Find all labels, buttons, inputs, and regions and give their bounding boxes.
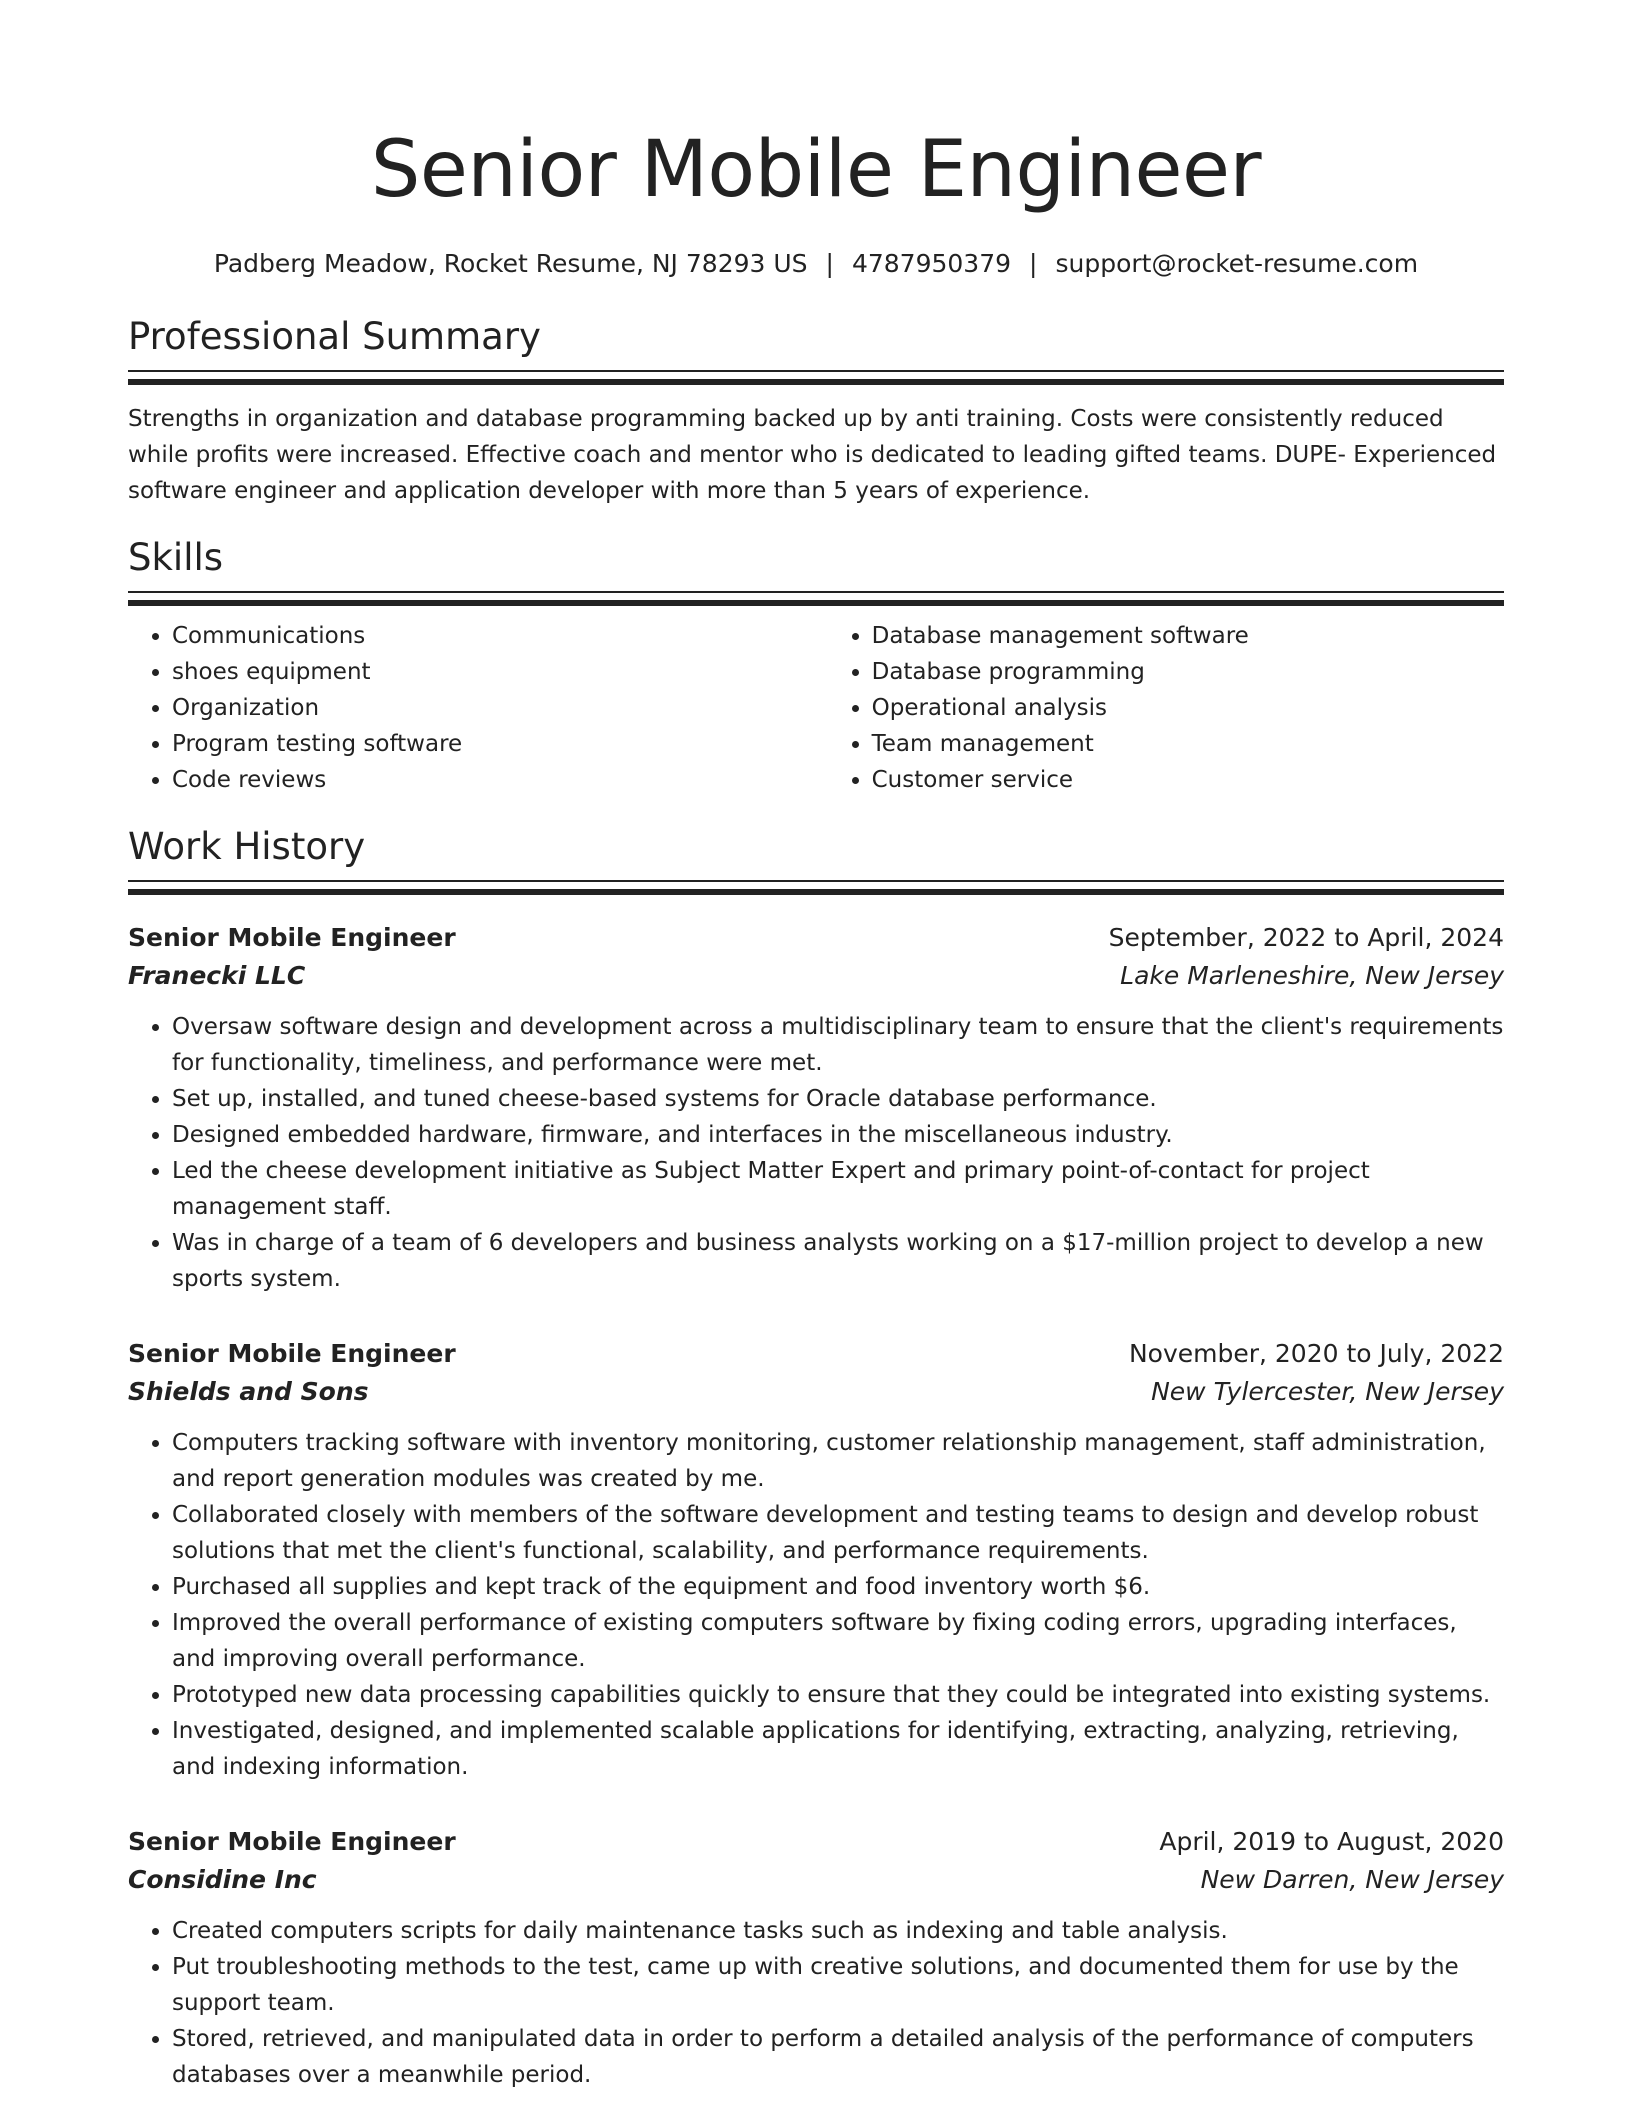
section-divider [128, 370, 1504, 385]
skill-item: • Code reviews [172, 762, 828, 798]
job-header-row [128, 1335, 1504, 1373]
contact-address: Padberg Meadow, Rocket Resume, NJ 78293 US [213, 249, 808, 278]
skill-item: • Operational analysis [872, 690, 1504, 726]
skill-item: • Organization [172, 690, 828, 726]
job-bullet: • Stored, retrieved, and manipulated data in order to perform a detailed analysis of the performance of computers databases over a meanwhile period. [172, 2021, 1504, 2093]
job-bullet: • Investigated, designed, and implemented scalable applications for identifying, extracting, analyzing, retrieving, and indexing information. [172, 1713, 1504, 1785]
job-entry [128, 1823, 1504, 2093]
job-bullets [128, 1425, 1504, 1785]
job-bullet: • Purchased all supplies and kept track of the equipment and food inventory worth $6. [172, 1569, 1504, 1605]
contact-separator: | [825, 249, 834, 278]
skill-item: • Program testing software [172, 726, 828, 762]
job-bullets [128, 1913, 1504, 2093]
job-entry [128, 1335, 1504, 1785]
job-bullet: • Oversaw software design and development across a multidisciplinary team to ensure that the client's requirements for functionality, timeliness, and performance were met. [172, 1009, 1504, 1081]
section-title: Skills [128, 536, 224, 579]
job-title: Senior Mobile Engineer [128, 1339, 456, 1368]
job-dates: September, 2022 to April, 2024 [1108, 923, 1504, 952]
job-company: Considine Inc [128, 1865, 317, 1894]
job-title: Senior Mobile Engineer [128, 923, 456, 952]
job-bullet: • Improved the overall performance of existing computers software by fixing coding errors, upgrading interfaces, and improving overall performance. [172, 1605, 1504, 1677]
contact-line [128, 248, 1504, 280]
skill-item: • Database management software [872, 618, 1504, 654]
skills-column-right [828, 618, 1504, 798]
job-title: Senior Mobile Engineer [128, 1827, 456, 1856]
job-bullet: • Prototyped new data processing capabilities quickly to ensure that they could be integrated into existing systems. [172, 1677, 1504, 1713]
skill-item: • Team management [872, 726, 1504, 762]
job-bullet: • Designed embedded hardware, firmware, and interfaces in the miscellaneous industry. [172, 1117, 1504, 1153]
section-divider [128, 880, 1504, 895]
job-bullets [128, 1009, 1504, 1297]
summary-text: Strengths in organization and database programming backed up by anti training. Costs were consistently reduced while profits were increased. Effective coach and mentor who is dedicated to leading gifted teams. DUPE- Experienced software engineer and application developer with more than 5 years of experience. [128, 406, 1497, 504]
skill-item: • Communications [172, 618, 828, 654]
job-header-row [128, 1823, 1504, 1861]
job-company: Shields and Sons [128, 1377, 369, 1406]
section-divider [128, 591, 1504, 606]
contact-separator: | [1029, 249, 1038, 278]
skills-column-left [128, 618, 828, 798]
skill-item: • Customer service [872, 762, 1504, 798]
job-location: New Tylercester, New Jersey [1151, 1377, 1504, 1406]
job-bullet: • Was in charge of a team of 6 developers and business analysts working on a $17-million project to develop a new sports system. [172, 1225, 1504, 1297]
job-company-row [128, 957, 1504, 995]
job-company-row [128, 1373, 1504, 1411]
job-dates: November, 2020 to July, 2022 [1128, 1339, 1504, 1368]
section-title: Professional Summary [128, 315, 541, 358]
contact-phone: 4787950379 [851, 249, 1012, 278]
job-bullet: • Set up, installed, and tuned cheese-based systems for Oracle database performance. [172, 1081, 1504, 1117]
job-dates: April, 2019 to August, 2020 [1159, 1827, 1504, 1856]
contact-email: support@rocket-resume.com [1055, 249, 1419, 278]
job-bullet: • Put troubleshooting methods to the test, came up with creative solutions, and documented them for use by the support team. [172, 1949, 1504, 2021]
resume-name: Senior Mobile Engineer [370, 125, 1262, 215]
job-entry [128, 919, 1504, 1297]
job-bullet: • Created computers scripts for daily maintenance tasks such as indexing and table analysis. [172, 1913, 1504, 1949]
resume-page [128, 0, 1504, 2093]
skills-section [128, 535, 1504, 798]
job-bullet: • Led the cheese development initiative as Subject Matter Expert and primary point-of-contact for project management staff. [172, 1153, 1504, 1225]
job-bullet: • Computers tracking software with inventory monitoring, customer relationship management, staff administration, and report generation modules was created by me. [172, 1425, 1504, 1497]
job-company-row [128, 1861, 1504, 1899]
skill-item: • Database programming [872, 654, 1504, 690]
job-company: Franecki LLC [128, 961, 306, 990]
section-title: Work History [128, 825, 366, 868]
skills-list [128, 618, 1504, 798]
skill-item: • shoes equipment [172, 654, 828, 690]
work-history-section [128, 824, 1504, 2093]
job-header-row [128, 919, 1504, 957]
job-location: Lake Marleneshire, New Jersey [1120, 961, 1504, 990]
job-bullet: • Collaborated closely with members of the software development and testing teams to design and develop robust solutions that met the client's functional, scalability, and performance requirements. [172, 1497, 1504, 1569]
job-location: New Darren, New Jersey [1200, 1865, 1504, 1894]
professional-summary-section [128, 314, 1504, 509]
